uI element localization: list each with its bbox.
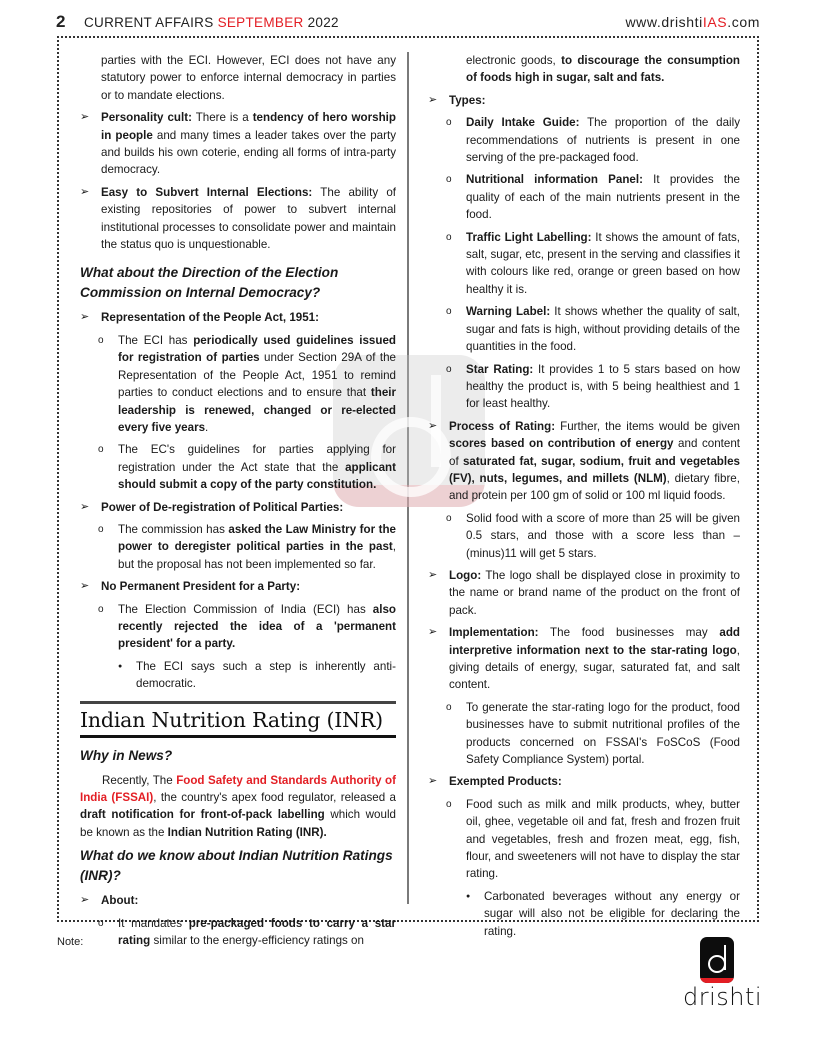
sub-sub-item-carbonated: ● Carbonated beverages without any energy or sugar will also not be eligible for declaring the rating.	[466, 889, 740, 938]
note-label: Note:	[57, 936, 84, 948]
type-item-traffic-light: o Traffic Light Labelling: It shows the amount of fats, salt, sugar, etc, present in the serving and classifies it with colours like red, orange or green based on how healthy it is.	[446, 230, 740, 296]
subheading-eci-direction: What about the Direction of the Election Commission on Internal Democracy?	[80, 265, 339, 301]
news-paragraph: Recently, The Food Safety and Standards Authority of India (FSSAI), the country's apex food regulator, released a draft notification for front-of-pack labelling which would be known as the Indian Nutrition Rating (INR).	[80, 773, 396, 839]
list-item-easy-subvert: ➢ Easy to Subvert Internal Elections: The ability of existing repositories of power to subvert internal institutional processes to consolidate power and maintain the status quo is unquestionable.	[80, 185, 396, 252]
site-url-link[interactable]: www.drishtiIAS.com	[625, 14, 760, 30]
drishti-logo-text: drishti	[683, 983, 763, 1011]
list-item-about: ➢ About:	[80, 892, 396, 909]
type-item-daily-intake: o Daily Intake Guide: The proportion of the daily recommendations of nutrients is present in one serving of the pre-packaged food.	[446, 116, 740, 165]
drishti-d-icon	[700, 937, 734, 983]
arrow-bullet-icon: ➢	[80, 311, 90, 324]
circle-bullet-icon: o	[98, 917, 104, 929]
section-rule-top	[80, 701, 396, 704]
list-item-process-of-rating: ➢ Process of Rating: Further, the items would be given scores based on contribution of energy and content of saturated fat, sugar, sodium, fruit and vegetables (FV), nuts, legumes, and millets (NLM), dietary fibre, and protein per 100 gm of solid or 100 ml liquid foods.	[428, 419, 740, 503]
circle-bullet-icon: o	[98, 523, 104, 535]
sub-item-rpa-guidelines: o The ECI has periodically used guidelines issued for registration of parties under Section 29A of the Representation of the People Act, 1951 to remind parties to conduct elections and to ensure that their leadership is renewed, changed or re-elected every five years.	[98, 333, 397, 434]
list-item-rpa: ➢ Representation of the People Act, 1951:	[80, 309, 396, 326]
arrow-bullet-icon: ➢	[80, 894, 90, 907]
running-title: CURRENT AFFAIRS SEPTEMBER 2022	[84, 15, 339, 30]
arrow-bullet-icon: ➢	[428, 568, 438, 581]
fssai-highlight: Food Safety and Standards Authority of India (FSSAI)	[80, 773, 396, 804]
arrow-bullet-icon: ➢	[80, 185, 90, 198]
circle-bullet-icon: o	[446, 231, 452, 243]
right-column	[428, 52, 740, 945]
circle-bullet-icon: o	[446, 174, 452, 186]
list-item-logo: ➢ Logo: The logo shall be displayed close in proximity to the name or brand name of the product on the front of pack.	[428, 568, 740, 617]
type-item-nutritional-panel: o Nutritional information Panel: It provides the quality of each of the main nutrients present in the food.	[446, 173, 740, 222]
arrow-bullet-icon: ➢	[428, 626, 438, 639]
sub-item-about: o It mandates pre-packaged foods to carry a star rating similar to the energy-efficiency ratings on	[98, 916, 396, 948]
arrow-bullet-icon: ➢	[428, 775, 438, 788]
type-item-star-rating: o Star Rating: It provides 1 to 5 stars based on how healthy the product is, with 5 being healthiest and 1 for least healthy.	[446, 362, 740, 411]
drishti-logo	[683, 935, 761, 1015]
list-item-personality-cult: ➢ Personality cult: There is a tendency of hero worship in people and many times a leader takes over the party and builds his own coterie, ending all forms of intra-party democracy.	[80, 111, 396, 177]
section-rule-bottom	[80, 735, 396, 738]
sub-sub-item-anti-democratic: ● The ECI says such a step is inherently anti-democratic.	[118, 659, 396, 691]
list-item-implementation: ➢ Implementation: The food businesses may add interpretive information next to the star-rating logo, giving details of energy, sugar, saturated fat, and salt content.	[428, 626, 740, 692]
continued-paragraph: parties with the ECI. However, ECI does not have any statutory power to enforce internal democracy in parties or to mandate elections.	[101, 54, 396, 102]
left-column	[80, 52, 396, 954]
sub-item-deregistration: o The commission has asked the Law Ministry for the power to deregister political parties in the past, but the proposal has not been implemented so far.	[98, 522, 396, 571]
circle-bullet-icon: o	[446, 798, 452, 810]
circle-bullet-icon: o	[98, 444, 104, 456]
list-item-types: ➢ Types:	[428, 92, 740, 109]
arrow-bullet-icon: ➢	[80, 500, 90, 513]
arrow-bullet-icon: ➢	[428, 93, 438, 106]
circle-bullet-icon: o	[98, 334, 104, 346]
list-item-exempted: ➢ Exempted Products:	[428, 773, 740, 790]
sub-item-exempted-foods: o Food such as milk and milk products, whey, butter oil, ghee, vegetable oil and fat, fresh and frozen fruit and vegetables, fresh and frozen meat, egg, fish, flour, and sweeteners will not have to display the star rating.	[446, 797, 740, 881]
continued-paragraph: electronic goods, to discourage the consumption of foods high in sugar, salt and fats.	[466, 54, 740, 85]
running-title-month: SEPTEMBER	[217, 15, 304, 30]
sub-item-rpa-constitution: o The EC's guidelines for parties applying for registration under the Act state that the applicant should submit a copy of the party constitution.	[98, 443, 396, 492]
sub-item-score: o Solid food with a score of more than 25 will be given 0.5 stars, and those with a score less than – (minus)11 will get 5 stars.	[446, 511, 740, 560]
circle-bullet-icon: o	[446, 363, 452, 375]
subheading-what-we-know: What do we know about Indian Nutrition Ratings (INR)?	[80, 848, 393, 884]
sub-item-foscos: o To generate the star-rating logo for the product, food businesses have to submit nutritional profiles of the products concerned on FSSAI's FoSCoS (Food Safety Compliance System) portal.	[446, 700, 740, 767]
dot-bullet-icon: ●	[466, 892, 471, 900]
sub-item-permanent-president: o The Election Commission of India (ECI) has also recently rejected the idea of a 'permanent president' for a party.	[98, 602, 396, 651]
circle-bullet-icon: o	[446, 117, 452, 129]
arrow-bullet-icon: ➢	[428, 419, 438, 432]
page-number: 2	[56, 12, 66, 31]
circle-bullet-icon: o	[446, 701, 452, 713]
type-item-warning-label: o Warning Label: It shows whether the quality of salt, sugar and fats is high, without providing details of the quantities in the food.	[446, 305, 740, 354]
circle-bullet-icon: o	[446, 306, 452, 318]
subheading-why-in-news: Why in News?	[80, 747, 173, 763]
arrow-bullet-icon: ➢	[80, 111, 90, 124]
dot-bullet-icon: ●	[118, 662, 123, 670]
list-item-deregistration: ➢ Power of De-registration of Political Parties:	[80, 499, 396, 516]
arrow-bullet-icon: ➢	[80, 580, 90, 593]
list-item-permanent-president: ➢ No Permanent President for a Party:	[80, 578, 396, 595]
section-title: Indian Nutrition Rating (INR)	[80, 707, 383, 732]
circle-bullet-icon: o	[98, 603, 104, 615]
page-header	[56, 12, 760, 34]
circle-bullet-icon: o	[446, 512, 452, 524]
